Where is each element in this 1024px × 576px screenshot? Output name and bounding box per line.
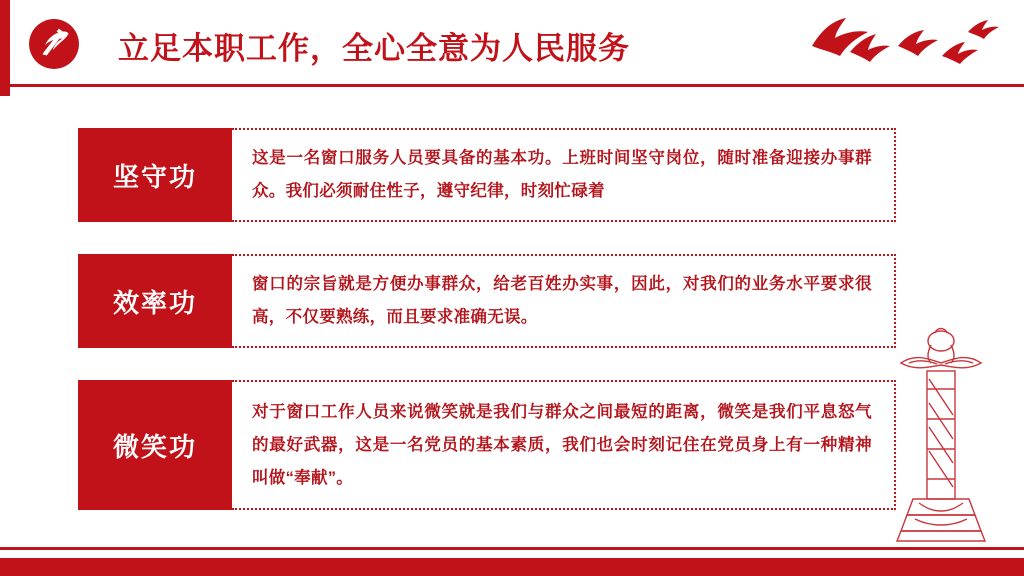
left-accent-bar bbox=[0, 0, 10, 96]
footer-bar bbox=[0, 558, 1024, 576]
page-header bbox=[0, 0, 1024, 84]
content-list bbox=[78, 128, 896, 510]
page-title: 立足本职工作，全心全意为人民服务 bbox=[118, 31, 630, 66]
row-body bbox=[232, 380, 896, 510]
row-label-badge: 效率功 bbox=[78, 254, 232, 348]
row-body bbox=[232, 254, 896, 348]
row-body bbox=[232, 128, 896, 222]
row-text: 对于窗口工作人员来说微笑就是我们与群众之间最短的距离，微笑是我们平息怒气的最好武器，这是一名党员的基本素质，我们也会时刻记住在党员身上有一种精神叫做“奉献”。 bbox=[252, 402, 872, 487]
list-item bbox=[78, 254, 896, 348]
party-emblem-icon bbox=[28, 18, 80, 70]
footer-divider bbox=[0, 547, 1024, 550]
row-text: 这是一名窗口服务人员要具备的基本功。上班时间坚守岗位，随时准备迎接办事群众。我们必须耐住性子，遵守纪律，时刻忙碌着 bbox=[252, 149, 872, 200]
row-text: 窗口的宗旨就是方便办事群众，给老百姓办实事，因此，对我们的业务水平要求很高，不仅要熟练，而且要求准确无误。 bbox=[252, 275, 872, 326]
list-item bbox=[78, 128, 896, 222]
header-divider bbox=[0, 84, 1024, 87]
row-label-badge: 微笑功 bbox=[78, 380, 232, 510]
list-item bbox=[78, 380, 896, 510]
flying-birds-icon bbox=[802, 12, 1002, 74]
row-label-badge: 坚守功 bbox=[78, 128, 232, 222]
